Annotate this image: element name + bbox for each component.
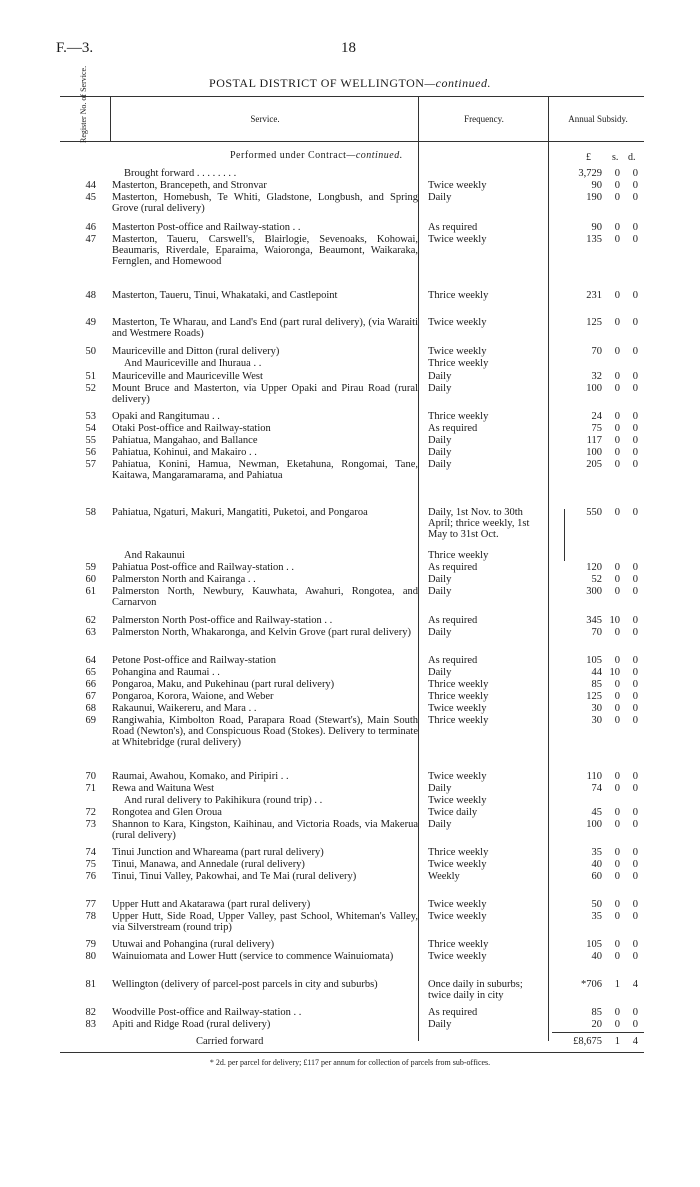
- frequency: As required: [428, 222, 478, 233]
- page-title: [0, 76, 700, 91]
- subsidy-shillings: 0: [614, 234, 620, 245]
- frequency: Twice weekly: [428, 795, 487, 806]
- subsidy-pence: 0: [632, 899, 638, 910]
- subsidy-shillings: 0: [614, 586, 620, 597]
- subsidy-shillings: 0: [614, 951, 620, 962]
- subsidy-shillings: 10: [609, 615, 620, 626]
- subsidy-pounds: 100: [586, 447, 602, 458]
- pence-header: d.: [628, 152, 636, 163]
- frequency: Thrice weekly: [428, 691, 489, 702]
- register-number: 60: [85, 574, 96, 585]
- service-description: Palmerston North Post-office and Railway-station . .: [112, 615, 333, 626]
- service-description: Shannon to Kara, Kingston, Kaihinau, and Victoria Roads, via Makerua (rural delivery): [112, 819, 418, 841]
- subsidy-pounds: 50: [591, 899, 602, 910]
- service-description: Apiti and Ridge Road (rural delivery): [112, 1019, 271, 1030]
- service-description: And rural delivery to Pakihikura (round trip) . .: [124, 795, 323, 806]
- subsidy-pounds: 32: [591, 371, 602, 382]
- register-number: 66: [85, 679, 96, 690]
- subsidy-pence: 0: [632, 819, 638, 830]
- subsidy-shillings: 0: [614, 562, 620, 573]
- frequency: Daily: [428, 586, 452, 597]
- service-column-header: Service.: [250, 114, 280, 124]
- title-continued: —continued.: [424, 76, 491, 90]
- subsidy-pence: 0: [632, 574, 638, 585]
- subsidy-pounds: 300: [586, 586, 602, 597]
- subsidy-pounds: 100: [586, 819, 602, 830]
- brace-row-71: [546, 785, 549, 805]
- subsidy-pence: 0: [632, 459, 638, 470]
- subsidy-pence: 0: [632, 383, 638, 394]
- subsidy-shillings: 0: [614, 859, 620, 870]
- subsidy-shillings: 0: [614, 911, 620, 922]
- service-description: Rewa and Waituna West: [112, 783, 215, 794]
- subsidy-shillings: 0: [614, 290, 620, 301]
- subsidy-shillings: 0: [614, 168, 620, 179]
- subsidy-pence: 0: [632, 423, 638, 434]
- col-divider-1: [110, 96, 111, 141]
- subsidy-pence: 0: [632, 222, 638, 233]
- register-number: 44: [85, 180, 96, 191]
- frequency: Twice weekly: [428, 317, 487, 328]
- frequency: As required: [428, 423, 478, 434]
- subsidy-pence: 4: [632, 979, 638, 990]
- frequency: Daily: [428, 819, 452, 830]
- subsidy-pounds: 75: [591, 423, 602, 434]
- frequency: Daily: [428, 383, 452, 394]
- frequency: Thrice weekly: [428, 358, 489, 369]
- subsidy-pounds: 74: [591, 783, 602, 794]
- subsidy-pence: 0: [632, 627, 638, 638]
- subsidy-pounds: 105: [586, 939, 602, 950]
- frequency: Thrice weekly: [428, 290, 489, 301]
- subsidy-pence: 0: [632, 180, 638, 191]
- service-description: Pohangina and Raumai . .: [112, 667, 220, 678]
- register-number: 76: [85, 871, 96, 882]
- subsidy-pounds: 60: [591, 871, 602, 882]
- subsidy-pounds: 35: [591, 847, 602, 858]
- register-number: 67: [85, 691, 96, 702]
- subsidy-pence: 0: [632, 447, 638, 458]
- frequency: Daily: [428, 435, 452, 446]
- frequency: Daily: [428, 447, 452, 458]
- report-code: F.—3.: [56, 40, 94, 56]
- subsidy-pence: 0: [632, 847, 638, 858]
- register-number: 45: [85, 192, 96, 203]
- frequency: Daily, 1st Nov. to 30th April; thrice weekly, 1st May to 31st Oct.: [428, 507, 530, 540]
- service-description: Pongaroa, Korora, Waione, and Weber: [112, 691, 274, 702]
- register-number: 48: [85, 290, 96, 301]
- service-description: Rangiwahia, Kimbolton Road, Parapara Road (Stewart's), Main South Road (Newton's), and Conspicuous Road (Stokes). Delivery to terminate at Whitebridge (rural delivery): [112, 715, 418, 748]
- subsidy-shillings: 0: [614, 783, 620, 794]
- col-divider-3: [548, 96, 549, 1041]
- service-description: Wellington (delivery of parcel-post parcels in city and suburbs): [112, 979, 378, 990]
- register-number: 58: [85, 507, 96, 518]
- frequency: Daily: [428, 1019, 452, 1030]
- service-description: Masterton Post-office and Railway-station . .: [112, 222, 301, 233]
- register-number: 64: [85, 655, 96, 666]
- subsidy-pence: 0: [632, 411, 638, 422]
- service-description: Pongaroa, Maku, and Pukehinau (part rural delivery): [112, 679, 335, 690]
- frequency: Twice daily: [428, 807, 478, 818]
- service-description: Utuwai and Pohangina (rural delivery): [112, 939, 275, 950]
- frequency: Thrice weekly: [428, 939, 489, 950]
- service-description: Woodville Post-office and Railway-station . .: [112, 1007, 302, 1018]
- register-number: 57: [85, 459, 96, 470]
- service-description: Pahiatua, Ngaturi, Makuri, Mangatiti, Puketoi, and Pongaroa: [112, 507, 368, 518]
- subsidy-shillings: 10: [609, 667, 620, 678]
- footer-rule: [60, 1052, 644, 1053]
- service-description: Petone Post-office and Railway-station: [112, 655, 276, 666]
- subsidy-pounds: 30: [591, 703, 602, 714]
- frequency: Thrice weekly: [428, 847, 489, 858]
- subsidy-pounds: 117: [586, 435, 602, 446]
- frequency: Twice weekly: [428, 859, 487, 870]
- subsidy-pence: 0: [632, 435, 638, 446]
- service-description: And Mauriceville and Ihuraua . .: [124, 358, 262, 369]
- register-number: 46: [85, 222, 96, 233]
- service-description: Pahiatua, Konini, Hamua, Newman, Eketahuna, Rongomai, Tane, Kaitawa, Mangaramarama, and Pahiatua: [112, 459, 418, 481]
- service-description: Masterton, Taueru, Carswell's, Blairlogie, Sevenoaks, Kohowai, Beaumaris, Riverdale, Eparaima, Waioronga, Beaumont, Waikaraka, Fernglen, and Homewood: [112, 234, 418, 267]
- subsidy-shillings: 0: [614, 317, 620, 328]
- frequency: Thrice weekly: [428, 715, 489, 726]
- register-number: 75: [85, 859, 96, 870]
- subsidy-pounds: 90: [591, 222, 602, 233]
- register-number: 73: [85, 819, 96, 830]
- section-heading: Performed under Contract—continued.: [230, 150, 403, 161]
- frequency: As required: [428, 1007, 478, 1018]
- service-description: Upper Hutt and Akatarawa (part rural delivery): [112, 899, 311, 910]
- service-description: Upper Hutt, Side Road, Upper Valley, past School, Whiteman's Valley, via Silverstream (round trip): [112, 911, 418, 933]
- register-number: 72: [85, 807, 96, 818]
- subsidy-pounds: 30: [591, 715, 602, 726]
- frequency-column-header: Frequency.: [464, 114, 504, 124]
- register-number: 78: [85, 911, 96, 922]
- register-number: 61: [85, 586, 96, 597]
- subsidy-pence: 0: [632, 507, 638, 518]
- subsidy-pence: 0: [632, 691, 638, 702]
- service-description: Opaki and Rangitumau . .: [112, 411, 220, 422]
- frequency: Twice weekly: [428, 180, 487, 191]
- register-number: 83: [85, 1019, 96, 1030]
- subsidy-shillings: 0: [614, 679, 620, 690]
- subsidy-pounds: 85: [591, 679, 602, 690]
- header-bottom-rule: [60, 141, 644, 142]
- register-number: 55: [85, 435, 96, 446]
- subsidy-pounds: 70: [591, 346, 602, 357]
- subsidy-pounds: 44: [591, 667, 602, 678]
- subsidy-shillings: 0: [614, 807, 620, 818]
- register-number: 54: [85, 423, 96, 434]
- frequency: Daily: [428, 192, 452, 203]
- subsidy-pence: 0: [632, 371, 638, 382]
- subsidy-shillings: 0: [614, 383, 620, 394]
- subsidy-shillings: 0: [614, 847, 620, 858]
- service-description: Mauriceville and Mauriceville West: [112, 371, 263, 382]
- pounds-header: £: [586, 152, 591, 163]
- header-top-rule: [60, 96, 644, 97]
- frequency: Once daily in suburbs; twice daily in city: [428, 979, 523, 1001]
- frequency: Daily: [428, 371, 452, 382]
- service-description: Masterton, Taueru, Tinui, Whakataki, and Castlepoint: [112, 290, 338, 301]
- subsidy-pence: 0: [632, 1007, 638, 1018]
- subsidy-shillings: 0: [614, 423, 620, 434]
- register-number: 81: [85, 979, 96, 990]
- register-number: 77: [85, 899, 96, 910]
- register-number: 50: [85, 346, 96, 357]
- frequency: Thrice weekly: [428, 550, 489, 561]
- service-description: Rakaunui, Waikereru, and Mara . .: [112, 703, 257, 714]
- register-number: 65: [85, 667, 96, 678]
- frequency: Weekly: [428, 871, 460, 882]
- frequency: Daily: [428, 667, 452, 678]
- subsidy-pence: 0: [632, 807, 638, 818]
- subsidy-pounds: 105: [586, 655, 602, 666]
- frequency: As required: [428, 562, 478, 573]
- register-number: 80: [85, 951, 96, 962]
- subsidy-shillings: 0: [614, 703, 620, 714]
- col-divider-2: [418, 96, 419, 1041]
- frequency: Twice weekly: [428, 346, 487, 357]
- subsidy-pounds: 45: [591, 807, 602, 818]
- service-description: Palmerston North, Whakaronga, and Kelvin Grove (part rural delivery): [112, 627, 411, 638]
- subsidy-shillings: 0: [614, 459, 620, 470]
- subsidy-shillings: 1: [614, 979, 620, 990]
- register-number: 69: [85, 715, 96, 726]
- subsidy-pence: 0: [632, 703, 638, 714]
- carried-pence: 4: [632, 1036, 638, 1047]
- subsidy-pounds: 52: [591, 574, 602, 585]
- subsidy-shillings: 0: [614, 899, 620, 910]
- frequency: Daily: [428, 783, 452, 794]
- subsidy-pounds: 70: [591, 627, 602, 638]
- register-number: 63: [85, 627, 96, 638]
- frequency: As required: [428, 615, 478, 626]
- frequency: Daily: [428, 627, 452, 638]
- register-column-header: Register No. of Service.: [79, 65, 88, 143]
- subsidy-shillings: 0: [614, 371, 620, 382]
- service-description: Palmerston North and Kairanga . .: [112, 574, 256, 585]
- subsidy-shillings: 0: [614, 180, 620, 191]
- frequency: Twice weekly: [428, 951, 487, 962]
- subsidy-pence: 0: [632, 346, 638, 357]
- total-top-rule: [552, 1032, 644, 1033]
- subsidy-pence: 0: [632, 911, 638, 922]
- subsidy-pounds: 125: [586, 317, 602, 328]
- service-description: Mauriceville and Ditton (rural delivery): [112, 346, 280, 357]
- service-description: Tinui Junction and Whareama (part rural delivery): [112, 847, 324, 858]
- subsidy-pounds: 100: [586, 383, 602, 394]
- frequency: Daily: [428, 459, 452, 470]
- page-number: 18: [341, 40, 356, 56]
- register-number: 47: [85, 234, 96, 245]
- subsidy-shillings: 0: [614, 691, 620, 702]
- subsidy-shillings: 0: [614, 346, 620, 357]
- carried-forward-label: Carried forward: [196, 1036, 264, 1047]
- subsidy-pence: 0: [632, 290, 638, 301]
- register-number: 56: [85, 447, 96, 458]
- frequency: Twice weekly: [428, 911, 487, 922]
- service-description: Mount Bruce and Masterton, via Upper Opaki and Pirau Road (rural delivery): [112, 383, 418, 405]
- subsidy-shillings: 0: [614, 627, 620, 638]
- register-number: 49: [85, 317, 96, 328]
- service-description: Tinui, Manawa, and Annedale (rural delivery): [112, 859, 305, 870]
- register-number: 70: [85, 771, 96, 782]
- frequency: Twice weekly: [428, 899, 487, 910]
- subsidy-shillings: 0: [614, 192, 620, 203]
- subsidy-pounds: *706: [581, 979, 602, 990]
- subsidy-pounds: 550: [586, 507, 602, 518]
- register-number: 52: [85, 383, 96, 394]
- service-description: Masterton, Homebush, Te Whiti, Gladstone, Longbush, and Spring Grove (rural delivery): [112, 192, 418, 214]
- register-number: 51: [85, 371, 96, 382]
- frequency: Thrice weekly: [428, 679, 489, 690]
- subsidy-shillings: 0: [614, 871, 620, 882]
- subsidy-pounds: 205: [586, 459, 602, 470]
- frequency: Twice weekly: [428, 234, 487, 245]
- subsidy-pence: 0: [632, 939, 638, 950]
- subsidy-shillings: 0: [614, 819, 620, 830]
- subsidy-shillings: 0: [614, 1007, 620, 1018]
- subsidy-pounds: 190: [586, 192, 602, 203]
- service-description: Palmerston North, Newbury, Kauwhata, Awahuri, Rongotea, and Carnarvon: [112, 586, 418, 608]
- subsidy-shillings: 0: [614, 435, 620, 446]
- subsidy-shillings: 0: [614, 655, 620, 666]
- service-description: Masterton, Brancepeth, and Stronvar: [112, 180, 267, 191]
- register-number: 59: [85, 562, 96, 573]
- subsidy-pence: 0: [632, 586, 638, 597]
- subsidy-pence: 0: [632, 655, 638, 666]
- frequency: Twice weekly: [428, 771, 487, 782]
- subsidy-pence: 0: [632, 871, 638, 882]
- register-number: 82: [85, 1007, 96, 1018]
- service-description: Rongotea and Glen Oroua: [112, 807, 222, 818]
- subsidy-shillings: 0: [614, 715, 620, 726]
- subsidy-pence: 0: [632, 771, 638, 782]
- service-description: Masterton, Te Wharau, and Land's End (part rural delivery), (via Waraiti and Westmere Roads): [112, 317, 418, 339]
- service-description: Otaki Post-office and Railway-station: [112, 423, 271, 434]
- subsidy-pounds: 125: [586, 691, 602, 702]
- service-description: Pahiatua, Mangahao, and Ballance: [112, 435, 258, 446]
- register-number: 53: [85, 411, 96, 422]
- service-description: Brought forward . . . . . . . .: [124, 168, 237, 179]
- subsidy-pence: 0: [632, 615, 638, 626]
- title-main: POSTAL DISTRICT OF WELLINGTON: [209, 76, 425, 90]
- subsidy-pence: 0: [632, 715, 638, 726]
- subsidy-pounds: 85: [591, 1007, 602, 1018]
- service-description: Tinui, Tinui Valley, Pakowhai, and Te Mai (rural delivery): [112, 871, 357, 882]
- service-description: Pahiatua Post-office and Railway-station . .: [112, 562, 295, 573]
- subsidy-shillings: 0: [614, 1019, 620, 1030]
- subsidy-pounds: 345: [586, 615, 602, 626]
- subsidy-pounds: 40: [591, 951, 602, 962]
- subsidy-pence: 0: [632, 951, 638, 962]
- subsidy-shillings: 0: [614, 939, 620, 950]
- shillings-header: s.: [612, 152, 619, 163]
- register-number: 68: [85, 703, 96, 714]
- register-number: 62: [85, 615, 96, 626]
- subsidy-shillings: 0: [614, 411, 620, 422]
- frequency: Daily: [428, 574, 452, 585]
- subsidy-pounds: 90: [591, 180, 602, 191]
- subsidy-shillings: 0: [614, 507, 620, 518]
- subsidy-pounds: 135: [586, 234, 602, 245]
- subsidy-pounds: 231: [586, 290, 602, 301]
- brace-row-58: [560, 509, 565, 561]
- subsidy-pounds: 20: [591, 1019, 602, 1030]
- brace-row-50: [546, 348, 549, 368]
- subsidy-shillings: 0: [614, 771, 620, 782]
- register-number: 71: [85, 783, 96, 794]
- subsidy-shillings: 0: [614, 447, 620, 458]
- subsidy-pence: 0: [632, 234, 638, 245]
- subsidy-column-header: Annual Subsidy.: [568, 114, 628, 124]
- register-number: 74: [85, 847, 96, 858]
- subsidy-pounds: 3,729: [578, 168, 602, 179]
- subsidy-pence: 0: [632, 192, 638, 203]
- subsidy-shillings: 0: [614, 222, 620, 233]
- subsidy-pounds: 110: [586, 771, 602, 782]
- frequency: Twice weekly: [428, 703, 487, 714]
- service-description: Wainuiomata and Lower Hutt (service to commence Wainuiomata): [112, 951, 394, 962]
- subsidy-pence: 0: [632, 679, 638, 690]
- subsidy-pence: 0: [632, 783, 638, 794]
- subsidy-pounds: 40: [591, 859, 602, 870]
- service-description: Raumai, Awahou, Komako, and Piripiri . .: [112, 771, 289, 782]
- carried-pounds: £8,675: [573, 1036, 602, 1047]
- subsidy-pounds: 35: [591, 911, 602, 922]
- subsidy-pence: 0: [632, 1019, 638, 1030]
- subsidy-pence: 0: [632, 168, 638, 179]
- subsidy-pence: 0: [632, 562, 638, 573]
- subsidy-pence: 0: [632, 859, 638, 870]
- service-description: And Rakaunui: [124, 550, 185, 561]
- subsidy-pounds: 24: [591, 411, 602, 422]
- register-number: 79: [85, 939, 96, 950]
- subsidy-pence: 0: [632, 667, 638, 678]
- subsidy-pounds: 120: [586, 562, 602, 573]
- frequency: Thrice weekly: [428, 411, 489, 422]
- footnote: * 2d. per parcel for delivery; £117 per annum for collection of parcels from sub-offices.: [209, 1058, 491, 1067]
- carried-shillings: 1: [614, 1036, 620, 1047]
- subsidy-pence: 0: [632, 317, 638, 328]
- subsidy-shillings: 0: [614, 574, 620, 585]
- service-description: Pahiatua, Kohinui, and Makairo . .: [112, 447, 257, 458]
- frequency: As required: [428, 655, 478, 666]
